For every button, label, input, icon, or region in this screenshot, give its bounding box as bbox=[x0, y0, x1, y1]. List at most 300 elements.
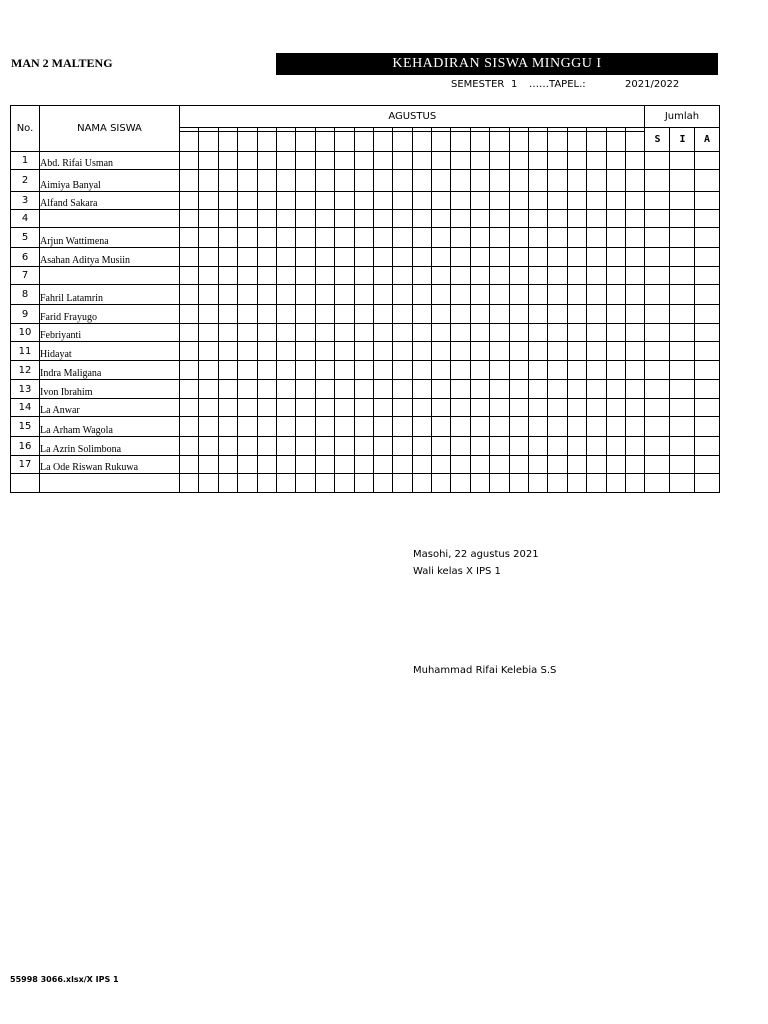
total-cell[interactable] bbox=[645, 456, 670, 474]
attendance-cell[interactable] bbox=[587, 192, 606, 210]
attendance-cell[interactable] bbox=[412, 342, 431, 361]
attendance-cell[interactable] bbox=[199, 380, 218, 399]
attendance-cell[interactable] bbox=[548, 228, 567, 248]
attendance-cell[interactable] bbox=[470, 248, 489, 267]
attendance-cell[interactable] bbox=[490, 474, 509, 493]
attendance-cell[interactable] bbox=[490, 170, 509, 192]
attendance-cell[interactable] bbox=[257, 170, 276, 192]
attendance-cell[interactable] bbox=[276, 417, 295, 437]
attendance-cell[interactable] bbox=[606, 170, 625, 192]
attendance-cell[interactable] bbox=[238, 399, 257, 417]
attendance-cell[interactable] bbox=[470, 437, 489, 456]
attendance-cell[interactable] bbox=[393, 437, 412, 456]
attendance-cell[interactable] bbox=[373, 285, 392, 305]
attendance-cell[interactable] bbox=[354, 210, 373, 228]
attendance-cell[interactable] bbox=[354, 474, 373, 493]
attendance-cell[interactable] bbox=[606, 248, 625, 267]
attendance-cell[interactable] bbox=[276, 305, 295, 324]
attendance-cell[interactable] bbox=[238, 456, 257, 474]
attendance-cell[interactable] bbox=[296, 210, 315, 228]
attendance-cell[interactable] bbox=[625, 456, 645, 474]
total-cell[interactable] bbox=[670, 361, 695, 380]
attendance-cell[interactable] bbox=[393, 380, 412, 399]
attendance-cell[interactable] bbox=[180, 380, 199, 399]
attendance-cell[interactable] bbox=[470, 192, 489, 210]
attendance-cell[interactable] bbox=[296, 305, 315, 324]
attendance-cell[interactable] bbox=[276, 210, 295, 228]
attendance-cell[interactable] bbox=[393, 210, 412, 228]
attendance-cell[interactable] bbox=[180, 305, 199, 324]
attendance-cell[interactable] bbox=[567, 248, 586, 267]
attendance-cell[interactable] bbox=[199, 361, 218, 380]
attendance-cell[interactable] bbox=[490, 210, 509, 228]
attendance-cell[interactable] bbox=[470, 285, 489, 305]
attendance-cell[interactable] bbox=[315, 324, 334, 342]
attendance-cell[interactable] bbox=[218, 324, 237, 342]
attendance-cell[interactable] bbox=[470, 474, 489, 493]
attendance-cell[interactable] bbox=[276, 170, 295, 192]
attendance-cell[interactable] bbox=[218, 210, 237, 228]
attendance-cell[interactable] bbox=[470, 342, 489, 361]
attendance-cell[interactable] bbox=[315, 456, 334, 474]
attendance-cell[interactable] bbox=[373, 437, 392, 456]
attendance-cell[interactable] bbox=[238, 417, 257, 437]
attendance-cell[interactable] bbox=[509, 285, 528, 305]
attendance-cell[interactable] bbox=[296, 380, 315, 399]
attendance-cell[interactable] bbox=[451, 192, 470, 210]
attendance-cell[interactable] bbox=[625, 380, 645, 399]
attendance-cell[interactable] bbox=[257, 456, 276, 474]
attendance-cell[interactable] bbox=[373, 248, 392, 267]
attendance-cell[interactable] bbox=[238, 267, 257, 285]
total-cell[interactable] bbox=[670, 285, 695, 305]
attendance-cell[interactable] bbox=[432, 285, 451, 305]
attendance-cell[interactable] bbox=[354, 361, 373, 380]
attendance-cell[interactable] bbox=[587, 361, 606, 380]
total-cell[interactable] bbox=[645, 170, 670, 192]
attendance-cell[interactable] bbox=[451, 417, 470, 437]
total-cell[interactable] bbox=[695, 267, 719, 285]
attendance-cell[interactable] bbox=[529, 210, 548, 228]
attendance-cell[interactable] bbox=[509, 474, 528, 493]
attendance-cell[interactable] bbox=[412, 285, 431, 305]
attendance-cell[interactable] bbox=[296, 437, 315, 456]
attendance-cell[interactable] bbox=[509, 228, 528, 248]
attendance-cell[interactable] bbox=[315, 192, 334, 210]
attendance-cell[interactable] bbox=[490, 342, 509, 361]
attendance-cell[interactable] bbox=[238, 248, 257, 267]
total-cell[interactable] bbox=[695, 324, 719, 342]
attendance-cell[interactable] bbox=[257, 399, 276, 417]
attendance-cell[interactable] bbox=[218, 417, 237, 437]
total-cell[interactable] bbox=[695, 417, 719, 437]
attendance-cell[interactable] bbox=[548, 152, 567, 170]
attendance-cell[interactable] bbox=[529, 305, 548, 324]
attendance-cell[interactable] bbox=[199, 152, 218, 170]
attendance-cell[interactable] bbox=[315, 437, 334, 456]
attendance-cell[interactable] bbox=[490, 285, 509, 305]
attendance-cell[interactable] bbox=[335, 456, 354, 474]
attendance-cell[interactable] bbox=[335, 285, 354, 305]
attendance-cell[interactable] bbox=[587, 210, 606, 228]
attendance-cell[interactable] bbox=[529, 324, 548, 342]
attendance-cell[interactable] bbox=[276, 192, 295, 210]
attendance-cell[interactable] bbox=[432, 248, 451, 267]
attendance-cell[interactable] bbox=[412, 248, 431, 267]
total-cell[interactable] bbox=[670, 417, 695, 437]
attendance-cell[interactable] bbox=[180, 267, 199, 285]
attendance-cell[interactable] bbox=[393, 267, 412, 285]
attendance-cell[interactable] bbox=[315, 267, 334, 285]
attendance-cell[interactable] bbox=[199, 192, 218, 210]
attendance-cell[interactable] bbox=[218, 267, 237, 285]
attendance-cell[interactable] bbox=[393, 170, 412, 192]
attendance-cell[interactable] bbox=[354, 324, 373, 342]
attendance-cell[interactable] bbox=[625, 342, 645, 361]
attendance-cell[interactable] bbox=[238, 361, 257, 380]
attendance-cell[interactable] bbox=[587, 305, 606, 324]
attendance-cell[interactable] bbox=[412, 305, 431, 324]
attendance-cell[interactable] bbox=[257, 474, 276, 493]
attendance-cell[interactable] bbox=[625, 417, 645, 437]
attendance-cell[interactable] bbox=[335, 152, 354, 170]
total-cell[interactable] bbox=[695, 380, 719, 399]
total-cell[interactable] bbox=[670, 437, 695, 456]
attendance-cell[interactable] bbox=[354, 170, 373, 192]
attendance-cell[interactable] bbox=[470, 267, 489, 285]
attendance-cell[interactable] bbox=[470, 305, 489, 324]
attendance-cell[interactable] bbox=[567, 456, 586, 474]
attendance-cell[interactable] bbox=[529, 228, 548, 248]
attendance-cell[interactable] bbox=[296, 152, 315, 170]
total-cell[interactable] bbox=[645, 399, 670, 417]
attendance-cell[interactable] bbox=[276, 380, 295, 399]
total-cell[interactable] bbox=[695, 456, 719, 474]
attendance-cell[interactable] bbox=[315, 210, 334, 228]
attendance-cell[interactable] bbox=[587, 437, 606, 456]
attendance-cell[interactable] bbox=[587, 267, 606, 285]
attendance-cell[interactable] bbox=[218, 248, 237, 267]
attendance-cell[interactable] bbox=[529, 192, 548, 210]
attendance-cell[interactable] bbox=[315, 474, 334, 493]
attendance-cell[interactable] bbox=[276, 228, 295, 248]
attendance-cell[interactable] bbox=[276, 267, 295, 285]
attendance-cell[interactable] bbox=[315, 285, 334, 305]
attendance-cell[interactable] bbox=[587, 170, 606, 192]
attendance-cell[interactable] bbox=[470, 170, 489, 192]
attendance-cell[interactable] bbox=[509, 456, 528, 474]
total-cell[interactable] bbox=[645, 437, 670, 456]
attendance-cell[interactable] bbox=[335, 267, 354, 285]
attendance-cell[interactable] bbox=[451, 456, 470, 474]
attendance-cell[interactable] bbox=[490, 324, 509, 342]
attendance-cell[interactable] bbox=[276, 324, 295, 342]
attendance-cell[interactable] bbox=[529, 267, 548, 285]
attendance-cell[interactable] bbox=[218, 399, 237, 417]
attendance-cell[interactable] bbox=[625, 192, 645, 210]
attendance-cell[interactable] bbox=[529, 380, 548, 399]
attendance-cell[interactable] bbox=[315, 380, 334, 399]
attendance-cell[interactable] bbox=[548, 380, 567, 399]
attendance-cell[interactable] bbox=[567, 361, 586, 380]
total-cell[interactable] bbox=[695, 437, 719, 456]
attendance-cell[interactable] bbox=[587, 456, 606, 474]
attendance-cell[interactable] bbox=[393, 228, 412, 248]
attendance-cell[interactable] bbox=[335, 342, 354, 361]
attendance-cell[interactable] bbox=[548, 474, 567, 493]
attendance-cell[interactable] bbox=[529, 170, 548, 192]
attendance-cell[interactable] bbox=[567, 324, 586, 342]
attendance-cell[interactable] bbox=[451, 267, 470, 285]
attendance-cell[interactable] bbox=[315, 417, 334, 437]
attendance-cell[interactable] bbox=[257, 248, 276, 267]
attendance-cell[interactable] bbox=[199, 417, 218, 437]
attendance-cell[interactable] bbox=[470, 210, 489, 228]
total-cell[interactable] bbox=[645, 474, 670, 493]
attendance-cell[interactable] bbox=[257, 285, 276, 305]
attendance-cell[interactable] bbox=[548, 285, 567, 305]
attendance-cell[interactable] bbox=[432, 399, 451, 417]
attendance-cell[interactable] bbox=[567, 342, 586, 361]
attendance-cell[interactable] bbox=[238, 342, 257, 361]
attendance-cell[interactable] bbox=[432, 437, 451, 456]
attendance-cell[interactable] bbox=[567, 267, 586, 285]
attendance-cell[interactable] bbox=[373, 267, 392, 285]
attendance-cell[interactable] bbox=[548, 361, 567, 380]
attendance-cell[interactable] bbox=[432, 342, 451, 361]
attendance-cell[interactable] bbox=[180, 285, 199, 305]
attendance-cell[interactable] bbox=[567, 285, 586, 305]
attendance-cell[interactable] bbox=[218, 192, 237, 210]
attendance-cell[interactable] bbox=[432, 361, 451, 380]
attendance-cell[interactable] bbox=[296, 417, 315, 437]
attendance-cell[interactable] bbox=[373, 152, 392, 170]
attendance-cell[interactable] bbox=[548, 324, 567, 342]
attendance-cell[interactable] bbox=[296, 474, 315, 493]
attendance-cell[interactable] bbox=[335, 474, 354, 493]
attendance-cell[interactable] bbox=[354, 437, 373, 456]
attendance-cell[interactable] bbox=[199, 267, 218, 285]
attendance-cell[interactable] bbox=[257, 417, 276, 437]
attendance-cell[interactable] bbox=[373, 170, 392, 192]
attendance-cell[interactable] bbox=[180, 474, 199, 493]
attendance-cell[interactable] bbox=[180, 228, 199, 248]
attendance-cell[interactable] bbox=[625, 248, 645, 267]
attendance-cell[interactable] bbox=[296, 248, 315, 267]
attendance-cell[interactable] bbox=[296, 170, 315, 192]
attendance-cell[interactable] bbox=[432, 152, 451, 170]
attendance-cell[interactable] bbox=[625, 267, 645, 285]
attendance-cell[interactable] bbox=[199, 324, 218, 342]
attendance-cell[interactable] bbox=[470, 380, 489, 399]
attendance-cell[interactable] bbox=[470, 324, 489, 342]
attendance-cell[interactable] bbox=[606, 456, 625, 474]
attendance-cell[interactable] bbox=[276, 437, 295, 456]
total-cell[interactable] bbox=[695, 285, 719, 305]
attendance-cell[interactable] bbox=[276, 152, 295, 170]
attendance-cell[interactable] bbox=[490, 361, 509, 380]
attendance-cell[interactable] bbox=[257, 324, 276, 342]
attendance-cell[interactable] bbox=[238, 228, 257, 248]
attendance-cell[interactable] bbox=[470, 399, 489, 417]
attendance-cell[interactable] bbox=[412, 210, 431, 228]
attendance-cell[interactable] bbox=[625, 399, 645, 417]
attendance-cell[interactable] bbox=[451, 210, 470, 228]
attendance-cell[interactable] bbox=[529, 474, 548, 493]
attendance-cell[interactable] bbox=[296, 228, 315, 248]
attendance-cell[interactable] bbox=[509, 248, 528, 267]
attendance-cell[interactable] bbox=[354, 456, 373, 474]
attendance-cell[interactable] bbox=[335, 248, 354, 267]
attendance-cell[interactable] bbox=[567, 399, 586, 417]
attendance-cell[interactable] bbox=[393, 361, 412, 380]
attendance-cell[interactable] bbox=[509, 342, 528, 361]
attendance-cell[interactable] bbox=[335, 437, 354, 456]
attendance-cell[interactable] bbox=[432, 417, 451, 437]
attendance-cell[interactable] bbox=[354, 248, 373, 267]
attendance-cell[interactable] bbox=[451, 399, 470, 417]
attendance-cell[interactable] bbox=[257, 437, 276, 456]
attendance-cell[interactable] bbox=[412, 152, 431, 170]
total-cell[interactable] bbox=[695, 399, 719, 417]
attendance-cell[interactable] bbox=[315, 152, 334, 170]
attendance-cell[interactable] bbox=[199, 210, 218, 228]
total-cell[interactable] bbox=[670, 380, 695, 399]
attendance-cell[interactable] bbox=[412, 437, 431, 456]
attendance-cell[interactable] bbox=[180, 192, 199, 210]
attendance-cell[interactable] bbox=[490, 228, 509, 248]
attendance-cell[interactable] bbox=[238, 192, 257, 210]
attendance-cell[interactable] bbox=[257, 305, 276, 324]
attendance-cell[interactable] bbox=[335, 228, 354, 248]
attendance-cell[interactable] bbox=[412, 192, 431, 210]
attendance-cell[interactable] bbox=[451, 474, 470, 493]
attendance-cell[interactable] bbox=[393, 285, 412, 305]
attendance-cell[interactable] bbox=[548, 399, 567, 417]
total-cell[interactable] bbox=[645, 267, 670, 285]
attendance-cell[interactable] bbox=[276, 285, 295, 305]
attendance-cell[interactable] bbox=[393, 417, 412, 437]
attendance-cell[interactable] bbox=[587, 152, 606, 170]
total-cell[interactable] bbox=[645, 285, 670, 305]
attendance-cell[interactable] bbox=[587, 228, 606, 248]
attendance-cell[interactable] bbox=[296, 361, 315, 380]
total-cell[interactable] bbox=[670, 170, 695, 192]
attendance-cell[interactable] bbox=[238, 474, 257, 493]
attendance-cell[interactable] bbox=[470, 361, 489, 380]
total-cell[interactable] bbox=[695, 170, 719, 192]
attendance-cell[interactable] bbox=[432, 192, 451, 210]
attendance-cell[interactable] bbox=[373, 399, 392, 417]
attendance-cell[interactable] bbox=[451, 361, 470, 380]
attendance-cell[interactable] bbox=[180, 342, 199, 361]
attendance-cell[interactable] bbox=[606, 228, 625, 248]
attendance-cell[interactable] bbox=[373, 324, 392, 342]
attendance-cell[interactable] bbox=[587, 324, 606, 342]
attendance-cell[interactable] bbox=[354, 285, 373, 305]
total-cell[interactable] bbox=[695, 248, 719, 267]
attendance-cell[interactable] bbox=[509, 399, 528, 417]
attendance-cell[interactable] bbox=[567, 417, 586, 437]
attendance-cell[interactable] bbox=[335, 399, 354, 417]
attendance-cell[interactable] bbox=[393, 192, 412, 210]
attendance-cell[interactable] bbox=[625, 170, 645, 192]
attendance-cell[interactable] bbox=[625, 474, 645, 493]
attendance-cell[interactable] bbox=[238, 170, 257, 192]
attendance-cell[interactable] bbox=[199, 305, 218, 324]
total-cell[interactable] bbox=[670, 228, 695, 248]
attendance-cell[interactable] bbox=[490, 248, 509, 267]
attendance-cell[interactable] bbox=[393, 399, 412, 417]
attendance-cell[interactable] bbox=[548, 192, 567, 210]
attendance-cell[interactable] bbox=[373, 380, 392, 399]
attendance-cell[interactable] bbox=[315, 361, 334, 380]
attendance-cell[interactable] bbox=[296, 342, 315, 361]
attendance-cell[interactable] bbox=[451, 285, 470, 305]
attendance-cell[interactable] bbox=[470, 152, 489, 170]
attendance-cell[interactable] bbox=[238, 152, 257, 170]
total-cell[interactable] bbox=[645, 228, 670, 248]
attendance-cell[interactable] bbox=[199, 342, 218, 361]
attendance-cell[interactable] bbox=[509, 210, 528, 228]
attendance-cell[interactable] bbox=[432, 380, 451, 399]
attendance-cell[interactable] bbox=[432, 324, 451, 342]
total-cell[interactable] bbox=[695, 210, 719, 228]
attendance-cell[interactable] bbox=[567, 210, 586, 228]
attendance-cell[interactable] bbox=[606, 152, 625, 170]
attendance-cell[interactable] bbox=[412, 474, 431, 493]
total-cell[interactable] bbox=[695, 361, 719, 380]
attendance-cell[interactable] bbox=[218, 170, 237, 192]
attendance-cell[interactable] bbox=[315, 248, 334, 267]
attendance-cell[interactable] bbox=[451, 437, 470, 456]
attendance-cell[interactable] bbox=[180, 437, 199, 456]
attendance-cell[interactable] bbox=[509, 170, 528, 192]
attendance-cell[interactable] bbox=[587, 380, 606, 399]
attendance-cell[interactable] bbox=[335, 170, 354, 192]
total-cell[interactable] bbox=[645, 248, 670, 267]
attendance-cell[interactable] bbox=[199, 399, 218, 417]
attendance-cell[interactable] bbox=[567, 228, 586, 248]
attendance-cell[interactable] bbox=[587, 399, 606, 417]
total-cell[interactable] bbox=[645, 380, 670, 399]
attendance-cell[interactable] bbox=[587, 248, 606, 267]
total-cell[interactable] bbox=[670, 399, 695, 417]
attendance-cell[interactable] bbox=[606, 342, 625, 361]
attendance-cell[interactable] bbox=[276, 361, 295, 380]
attendance-cell[interactable] bbox=[625, 152, 645, 170]
total-cell[interactable] bbox=[645, 305, 670, 324]
attendance-cell[interactable] bbox=[199, 456, 218, 474]
attendance-cell[interactable] bbox=[257, 210, 276, 228]
attendance-cell[interactable] bbox=[548, 248, 567, 267]
total-cell[interactable] bbox=[695, 192, 719, 210]
attendance-cell[interactable] bbox=[180, 399, 199, 417]
attendance-cell[interactable] bbox=[432, 474, 451, 493]
attendance-cell[interactable] bbox=[529, 152, 548, 170]
attendance-cell[interactable] bbox=[373, 305, 392, 324]
total-cell[interactable] bbox=[645, 192, 670, 210]
attendance-cell[interactable] bbox=[490, 399, 509, 417]
attendance-cell[interactable] bbox=[238, 324, 257, 342]
attendance-cell[interactable] bbox=[606, 210, 625, 228]
attendance-cell[interactable] bbox=[490, 417, 509, 437]
attendance-cell[interactable] bbox=[606, 192, 625, 210]
attendance-cell[interactable] bbox=[625, 361, 645, 380]
attendance-cell[interactable] bbox=[548, 305, 567, 324]
attendance-cell[interactable] bbox=[315, 170, 334, 192]
attendance-cell[interactable] bbox=[276, 456, 295, 474]
